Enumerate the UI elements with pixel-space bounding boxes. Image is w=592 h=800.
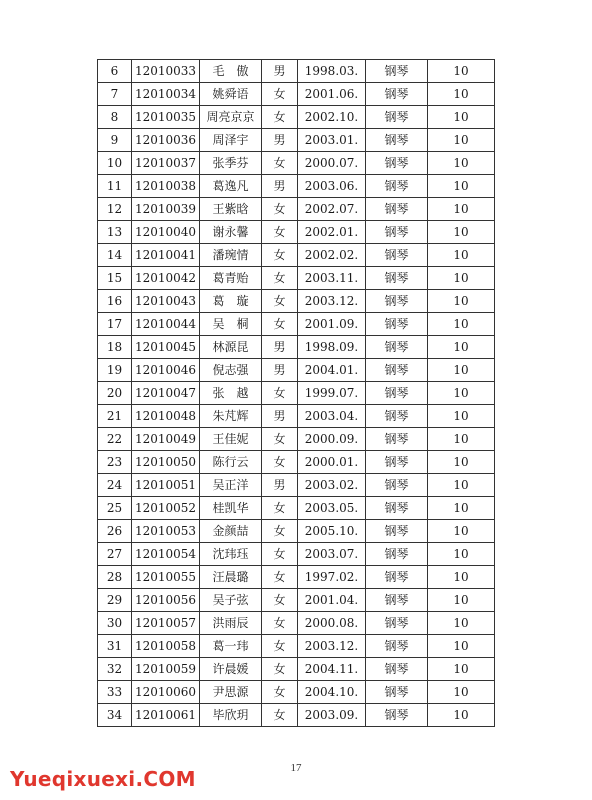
student-id-cell: 12010036 <box>132 129 200 152</box>
birth-date-cell: 1998.03. <box>298 60 366 83</box>
table-row <box>98 497 495 520</box>
table-row <box>98 382 495 405</box>
birth-date-cell: 2003.05. <box>298 497 366 520</box>
instrument-cell: 钢琴 <box>366 543 428 566</box>
instrument-cell: 钢琴 <box>366 497 428 520</box>
row-number-cell: 20 <box>98 382 132 405</box>
grade-level-cell: 10 <box>428 543 495 566</box>
student-id-cell: 12010033 <box>132 60 200 83</box>
gender-cell: 女 <box>262 83 298 106</box>
birth-date-cell: 2003.12. <box>298 290 366 313</box>
grade-level-cell: 10 <box>428 129 495 152</box>
student-name-cell: 倪志强 <box>200 359 262 382</box>
row-number-cell: 12 <box>98 198 132 221</box>
student-id-cell: 12010040 <box>132 221 200 244</box>
student-id-cell: 12010049 <box>132 428 200 451</box>
birth-date-cell: 2003.02. <box>298 474 366 497</box>
birth-date-cell: 2001.09. <box>298 313 366 336</box>
student-name-cell: 谢永馨 <box>200 221 262 244</box>
grade-level-cell: 10 <box>428 474 495 497</box>
student-name-cell: 朱芃辉 <box>200 405 262 428</box>
student-id-cell: 12010041 <box>132 244 200 267</box>
gender-cell: 女 <box>262 244 298 267</box>
row-number-cell: 17 <box>98 313 132 336</box>
table-row <box>98 313 495 336</box>
student-id-cell: 12010037 <box>132 152 200 175</box>
instrument-cell: 钢琴 <box>366 658 428 681</box>
grade-level-cell: 10 <box>428 704 495 727</box>
student-id-cell: 12010043 <box>132 290 200 313</box>
instrument-cell: 钢琴 <box>366 175 428 198</box>
student-name-cell: 毛 傲 <box>200 60 262 83</box>
gender-cell: 女 <box>262 543 298 566</box>
gender-cell: 女 <box>262 221 298 244</box>
grade-level-cell: 10 <box>428 612 495 635</box>
table-row <box>98 681 495 704</box>
grade-level-cell: 10 <box>428 313 495 336</box>
row-number-cell: 16 <box>98 290 132 313</box>
instrument-cell: 钢琴 <box>366 267 428 290</box>
table-row <box>98 612 495 635</box>
birth-date-cell: 2003.07. <box>298 543 366 566</box>
row-number-cell: 9 <box>98 129 132 152</box>
birth-date-cell: 1997.02. <box>298 566 366 589</box>
table-row <box>98 106 495 129</box>
grade-level-cell: 10 <box>428 405 495 428</box>
student-name-cell: 姚舜语 <box>200 83 262 106</box>
table-row <box>98 658 495 681</box>
student-id-cell: 12010047 <box>132 382 200 405</box>
instrument-cell: 钢琴 <box>366 405 428 428</box>
student-id-cell: 12010055 <box>132 566 200 589</box>
instrument-cell: 钢琴 <box>366 451 428 474</box>
table-row <box>98 244 495 267</box>
grade-level-cell: 10 <box>428 566 495 589</box>
grade-level-cell: 10 <box>428 382 495 405</box>
table-row <box>98 336 495 359</box>
gender-cell: 女 <box>262 451 298 474</box>
student-name-cell: 葛一玮 <box>200 635 262 658</box>
student-name-cell: 王佳妮 <box>200 428 262 451</box>
student-name-cell: 洪雨辰 <box>200 612 262 635</box>
student-name-cell: 吴正洋 <box>200 474 262 497</box>
student-name-cell: 潘琬情 <box>200 244 262 267</box>
grade-level-cell: 10 <box>428 244 495 267</box>
instrument-cell: 钢琴 <box>366 60 428 83</box>
row-number-cell: 11 <box>98 175 132 198</box>
birth-date-cell: 1998.09. <box>298 336 366 359</box>
grade-level-cell: 10 <box>428 175 495 198</box>
instrument-cell: 钢琴 <box>366 382 428 405</box>
instrument-cell: 钢琴 <box>366 681 428 704</box>
birth-date-cell: 2002.02. <box>298 244 366 267</box>
student-name-cell: 葛 璇 <box>200 290 262 313</box>
table-row <box>98 589 495 612</box>
birth-date-cell: 2002.10. <box>298 106 366 129</box>
instrument-cell: 钢琴 <box>366 635 428 658</box>
student-roster-table <box>97 59 495 727</box>
table-row <box>98 543 495 566</box>
grade-level-cell: 10 <box>428 589 495 612</box>
gender-cell: 女 <box>262 635 298 658</box>
student-id-cell: 12010058 <box>132 635 200 658</box>
row-number-cell: 27 <box>98 543 132 566</box>
grade-level-cell: 10 <box>428 520 495 543</box>
gender-cell: 女 <box>262 198 298 221</box>
student-id-cell: 12010053 <box>132 520 200 543</box>
instrument-cell: 钢琴 <box>366 152 428 175</box>
gender-cell: 女 <box>262 589 298 612</box>
student-name-cell: 尹思源 <box>200 681 262 704</box>
row-number-cell: 31 <box>98 635 132 658</box>
student-id-cell: 12010059 <box>132 658 200 681</box>
gender-cell: 女 <box>262 612 298 635</box>
row-number-cell: 24 <box>98 474 132 497</box>
table-row <box>98 704 495 727</box>
student-id-cell: 12010042 <box>132 267 200 290</box>
row-number-cell: 8 <box>98 106 132 129</box>
instrument-cell: 钢琴 <box>366 313 428 336</box>
student-name-cell: 吴子弦 <box>200 589 262 612</box>
grade-level-cell: 10 <box>428 336 495 359</box>
gender-cell: 女 <box>262 428 298 451</box>
table-row <box>98 60 495 83</box>
row-number-cell: 19 <box>98 359 132 382</box>
instrument-cell: 钢琴 <box>366 359 428 382</box>
student-name-cell: 周亮京京 <box>200 106 262 129</box>
row-number-cell: 21 <box>98 405 132 428</box>
instrument-cell: 钢琴 <box>366 520 428 543</box>
grade-level-cell: 10 <box>428 428 495 451</box>
row-number-cell: 28 <box>98 566 132 589</box>
student-name-cell: 毕欣玥 <box>200 704 262 727</box>
student-id-cell: 12010048 <box>132 405 200 428</box>
student-name-cell: 葛青贻 <box>200 267 262 290</box>
student-name-cell: 葛逸凡 <box>200 175 262 198</box>
table-row <box>98 152 495 175</box>
gender-cell: 女 <box>262 520 298 543</box>
row-number-cell: 29 <box>98 589 132 612</box>
student-id-cell: 12010044 <box>132 313 200 336</box>
grade-level-cell: 10 <box>428 60 495 83</box>
table-row <box>98 520 495 543</box>
row-number-cell: 6 <box>98 60 132 83</box>
row-number-cell: 13 <box>98 221 132 244</box>
table-row <box>98 175 495 198</box>
gender-cell: 女 <box>262 704 298 727</box>
birth-date-cell: 2000.01. <box>298 451 366 474</box>
grade-level-cell: 10 <box>428 451 495 474</box>
table-row <box>98 290 495 313</box>
instrument-cell: 钢琴 <box>366 290 428 313</box>
birth-date-cell: 2000.07. <box>298 152 366 175</box>
gender-cell: 男 <box>262 336 298 359</box>
instrument-cell: 钢琴 <box>366 244 428 267</box>
grade-level-cell: 10 <box>428 290 495 313</box>
grade-level-cell: 10 <box>428 106 495 129</box>
birth-date-cell: 2003.09. <box>298 704 366 727</box>
gender-cell: 男 <box>262 175 298 198</box>
student-name-cell: 吴 桐 <box>200 313 262 336</box>
instrument-cell: 钢琴 <box>366 198 428 221</box>
site-watermark: Yueqixuexi.COM <box>10 767 196 791</box>
gender-cell: 男 <box>262 474 298 497</box>
instrument-cell: 钢琴 <box>366 612 428 635</box>
table-row <box>98 83 495 106</box>
student-name-cell: 周泽宇 <box>200 129 262 152</box>
row-number-cell: 25 <box>98 497 132 520</box>
instrument-cell: 钢琴 <box>366 129 428 152</box>
student-name-cell: 沈玮珏 <box>200 543 262 566</box>
page-number: 17 <box>290 762 302 774</box>
gender-cell: 女 <box>262 106 298 129</box>
birth-date-cell: 2003.11. <box>298 267 366 290</box>
row-number-cell: 32 <box>98 658 132 681</box>
student-id-cell: 12010046 <box>132 359 200 382</box>
table-row <box>98 635 495 658</box>
instrument-cell: 钢琴 <box>366 704 428 727</box>
birth-date-cell: 2002.01. <box>298 221 366 244</box>
student-name-cell: 王紫晗 <box>200 198 262 221</box>
gender-cell: 女 <box>262 497 298 520</box>
gender-cell: 男 <box>262 405 298 428</box>
instrument-cell: 钢琴 <box>366 221 428 244</box>
row-number-cell: 23 <box>98 451 132 474</box>
student-id-cell: 12010054 <box>132 543 200 566</box>
instrument-cell: 钢琴 <box>366 106 428 129</box>
instrument-cell: 钢琴 <box>366 336 428 359</box>
student-id-cell: 12010061 <box>132 704 200 727</box>
table-row <box>98 566 495 589</box>
gender-cell: 男 <box>262 60 298 83</box>
grade-level-cell: 10 <box>428 359 495 382</box>
grade-level-cell: 10 <box>428 198 495 221</box>
student-name-cell: 张 越 <box>200 382 262 405</box>
row-number-cell: 7 <box>98 83 132 106</box>
gender-cell: 女 <box>262 290 298 313</box>
birth-date-cell: 2001.06. <box>298 83 366 106</box>
grade-level-cell: 10 <box>428 83 495 106</box>
student-id-cell: 12010050 <box>132 451 200 474</box>
birth-date-cell: 2004.10. <box>298 681 366 704</box>
student-id-cell: 12010056 <box>132 589 200 612</box>
grade-level-cell: 10 <box>428 267 495 290</box>
row-number-cell: 18 <box>98 336 132 359</box>
student-name-cell: 金颜喆 <box>200 520 262 543</box>
birth-date-cell: 2004.11. <box>298 658 366 681</box>
table-row <box>98 267 495 290</box>
gender-cell: 女 <box>262 681 298 704</box>
table-row <box>98 428 495 451</box>
table-row <box>98 221 495 244</box>
gender-cell: 女 <box>262 382 298 405</box>
gender-cell: 女 <box>262 267 298 290</box>
birth-date-cell: 2003.06. <box>298 175 366 198</box>
student-name-cell: 汪晨璐 <box>200 566 262 589</box>
row-number-cell: 33 <box>98 681 132 704</box>
table-row <box>98 129 495 152</box>
instrument-cell: 钢琴 <box>366 474 428 497</box>
gender-cell: 男 <box>262 359 298 382</box>
table-row <box>98 451 495 474</box>
student-id-cell: 12010045 <box>132 336 200 359</box>
instrument-cell: 钢琴 <box>366 566 428 589</box>
instrument-cell: 钢琴 <box>366 428 428 451</box>
grade-level-cell: 10 <box>428 152 495 175</box>
birth-date-cell: 2005.10. <box>298 520 366 543</box>
birth-date-cell: 2003.12. <box>298 635 366 658</box>
grade-level-cell: 10 <box>428 635 495 658</box>
student-name-cell: 许晨媛 <box>200 658 262 681</box>
student-name-cell: 陈行云 <box>200 451 262 474</box>
birth-date-cell: 2002.07. <box>298 198 366 221</box>
row-number-cell: 30 <box>98 612 132 635</box>
student-id-cell: 12010034 <box>132 83 200 106</box>
grade-level-cell: 10 <box>428 681 495 704</box>
student-name-cell: 张季芬 <box>200 152 262 175</box>
student-id-cell: 12010052 <box>132 497 200 520</box>
row-number-cell: 34 <box>98 704 132 727</box>
student-id-cell: 12010051 <box>132 474 200 497</box>
row-number-cell: 10 <box>98 152 132 175</box>
birth-date-cell: 1999.07. <box>298 382 366 405</box>
grade-level-cell: 10 <box>428 221 495 244</box>
row-number-cell: 15 <box>98 267 132 290</box>
instrument-cell: 钢琴 <box>366 83 428 106</box>
gender-cell: 女 <box>262 566 298 589</box>
table-row <box>98 474 495 497</box>
gender-cell: 女 <box>262 152 298 175</box>
gender-cell: 女 <box>262 658 298 681</box>
gender-cell: 女 <box>262 313 298 336</box>
student-name-cell: 桂凯华 <box>200 497 262 520</box>
birth-date-cell: 2001.04. <box>298 589 366 612</box>
roster-body <box>98 60 495 727</box>
student-name-cell: 林源昆 <box>200 336 262 359</box>
student-id-cell: 12010039 <box>132 198 200 221</box>
birth-date-cell: 2003.04. <box>298 405 366 428</box>
birth-date-cell: 2000.08. <box>298 612 366 635</box>
student-id-cell: 12010035 <box>132 106 200 129</box>
instrument-cell: 钢琴 <box>366 589 428 612</box>
row-number-cell: 26 <box>98 520 132 543</box>
birth-date-cell: 2000.09. <box>298 428 366 451</box>
student-id-cell: 12010038 <box>132 175 200 198</box>
student-id-cell: 12010060 <box>132 681 200 704</box>
row-number-cell: 14 <box>98 244 132 267</box>
table-row <box>98 198 495 221</box>
row-number-cell: 22 <box>98 428 132 451</box>
table-row <box>98 359 495 382</box>
birth-date-cell: 2004.01. <box>298 359 366 382</box>
grade-level-cell: 10 <box>428 497 495 520</box>
student-id-cell: 12010057 <box>132 612 200 635</box>
grade-level-cell: 10 <box>428 658 495 681</box>
table-row <box>98 405 495 428</box>
birth-date-cell: 2003.01. <box>298 129 366 152</box>
gender-cell: 男 <box>262 129 298 152</box>
